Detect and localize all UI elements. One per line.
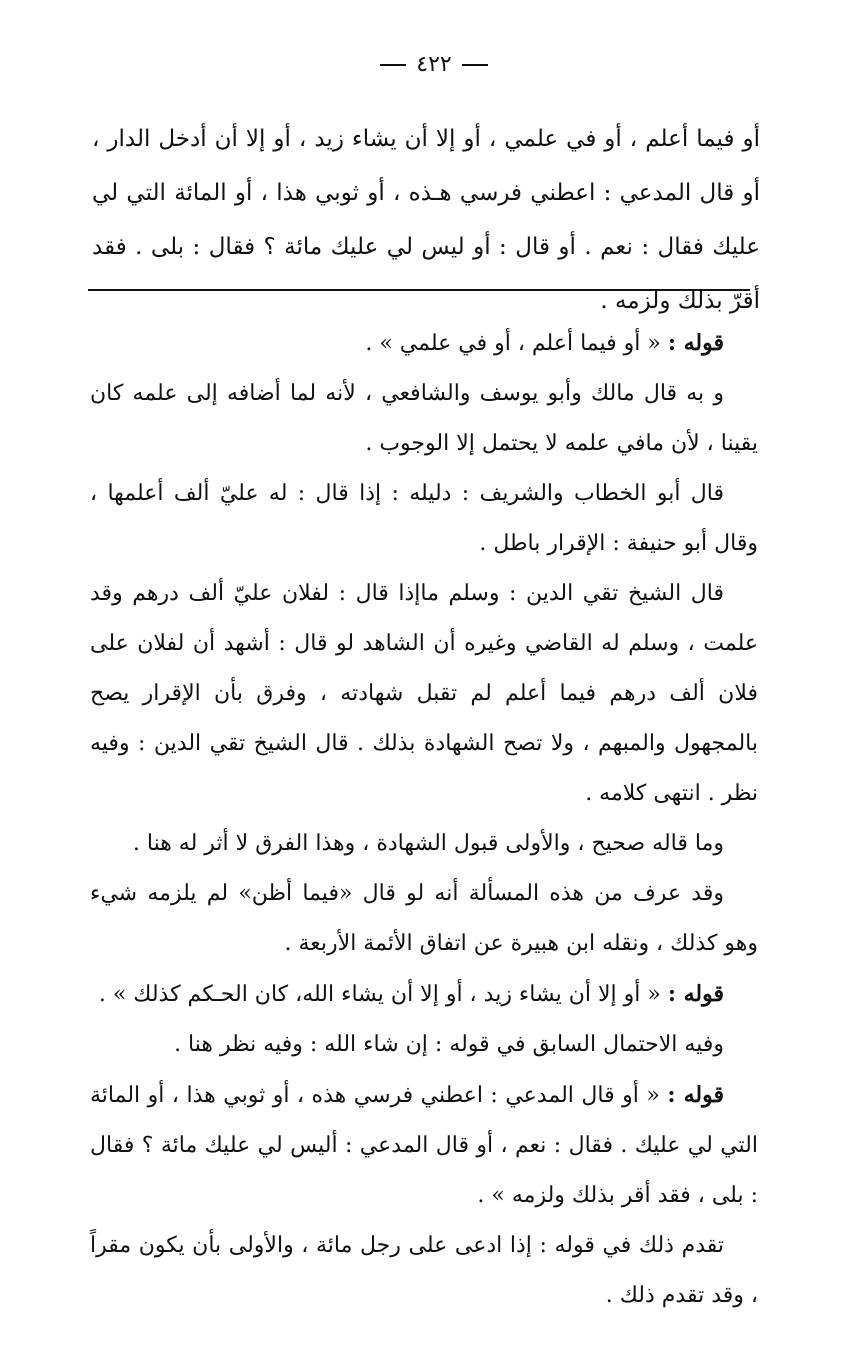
header-dash-right xyxy=(462,64,488,66)
commentary-paragraph-6: وقد عرف من هذه المسألة أنه لو قال «فيما أظن» لم يلزمه شيء وهو كذلك ، ونقله ابن هبيرة عن اتفاق الأئمة الأربعة . xyxy=(90,881,758,956)
header-dash-left xyxy=(380,64,406,66)
main-text-block: أو فيما أعلم ، أو في علمي ، أو إلا أن يشاء زيد ، أو إلا أن أدخل الدار ، أو قال المدعي : اعطني فرسي هـذه ، أو ثوبي هذا ، أو المائة التي لي عليك فقال : نعم . أو قال : أو ليس لي عليك مائة ؟ فقال : بلى . فقد أقرّ بذلك ولزمه . xyxy=(92,126,760,314)
separator-rule xyxy=(88,289,750,291)
commentary-block xyxy=(90,318,758,1321)
commentary-paragraph-5: وما قاله صحيح ، والأولى قبول الشهادة ، وهذا الفرق لا أثر له هنا . xyxy=(132,831,724,856)
commentary-paragraph-8: وفيه الاحتمال السابق في قوله : إن شاء الله : وفيه نظر هنا . xyxy=(174,1032,724,1057)
commentary-paragraph-4: قال الشيخ تقي الدين : وسلم ماإذا قال : لفلان عليّ ألف درهم وقد علمت ، وسلم له القاضي وغيره أن الشاهد لو قال : أشهد أن لفلان على فلان ألف درهم فيما أعلم لم تقبل شهادته ، وفرق بأن الإقرار يصح بالمجهول والمبهم ، ولا تصح الشهادة بذلك . قال الشيخ تقي الدين : وفيه نظر . انتهى كلامه . xyxy=(90,581,758,806)
commentary-paragraph-3: قال أبو الخطاب والشريف : دليله : إذا قال : له عليّ ألف أعلمها ، وقال أبو حنيفة : الإقرار باطل . xyxy=(90,481,758,556)
commentary-paragraph-1 xyxy=(90,318,758,369)
qawluhu-label: قوله : xyxy=(667,330,724,356)
commentary-paragraph-2: و به قال مالك وأبو يوسف والشافعي ، لأنه لما أضافه إلى علمه كان يقينا ، لأن مافي علمه لا يحتمل إلا الوجوب . xyxy=(90,381,758,456)
qawluhu-label: قوله : xyxy=(667,1082,724,1108)
page-number: ٤٢٢ xyxy=(416,52,452,77)
commentary-paragraph-7 xyxy=(90,969,758,1020)
qawluhu-label: قوله : xyxy=(667,981,724,1007)
quote-text: « أو قال المدعي : اعطني فرسي هذه ، أو ثوبي هذا ، أو المائة التي لي عليك . فقال : نعم ، أو قال المدعي : أليس لي عليك مائة ؟ فقال : بلى ، فقد أقر بذلك ولزمه » . xyxy=(90,1083,758,1208)
quote-text: « أو فيما أعلم ، أو في علمي » . xyxy=(365,331,668,356)
page-number-header xyxy=(0,52,868,77)
commentary-paragraph-9 xyxy=(90,1070,758,1221)
commentary-paragraph-10: تقدم ذلك في قوله : إذا ادعى على رجل مائة ، والأولى بأن يكون مقراً ، وقد تقدم ذلك . xyxy=(90,1233,758,1308)
quote-text: « أو إلا أن يشاء زيد ، أو إلا أن يشاء الله، كان الحـكم كذلك » . xyxy=(98,982,668,1007)
